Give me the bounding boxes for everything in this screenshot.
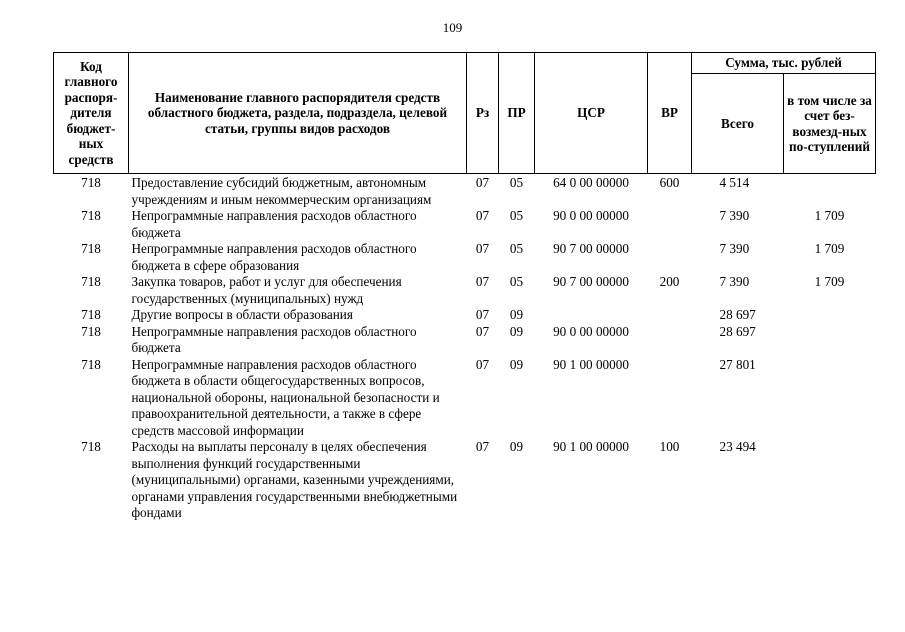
cell-code: 718 — [81, 439, 101, 454]
page-number: 109 — [442, 20, 463, 35]
cell-grant — [784, 439, 876, 522]
cell-grant: 1 709 — [814, 208, 845, 223]
table-row — [54, 439, 876, 522]
cell-name: Непрограммные направления расходов областного бюджета — [131, 208, 417, 240]
cell-rz: 07 — [475, 439, 490, 454]
cell-pr: 05 — [509, 274, 524, 289]
cell-grant: 1 709 — [814, 241, 845, 256]
cell-total: 27 801 — [719, 356, 756, 372]
cell-total: 28 697 — [719, 323, 756, 339]
cell-rz: 07 — [475, 274, 490, 289]
table-row — [54, 241, 876, 274]
cell-code: 718 — [81, 274, 101, 289]
cell-vr — [648, 307, 692, 324]
cell-total: 7 390 — [719, 208, 750, 223]
header-pr: ПР — [499, 53, 535, 174]
table-row — [54, 208, 876, 241]
header-csr: ЦСР — [535, 53, 648, 174]
cell-rz: 07 — [475, 323, 490, 339]
cell-total: 4 514 — [719, 175, 750, 190]
cell-rz: 07 — [475, 307, 490, 322]
cell-csr — [535, 307, 648, 324]
cell-grant — [784, 357, 876, 440]
cell-vr — [648, 324, 692, 357]
cell-code: 718 — [81, 241, 101, 256]
cell-rz: 07 — [475, 208, 490, 223]
cell-grant: 1 709 — [814, 274, 845, 289]
table-body — [54, 174, 876, 522]
cell-rz: 07 — [475, 175, 490, 190]
table-row — [54, 174, 876, 209]
table-row — [54, 274, 876, 307]
cell-name: Предоставление субсидий бюджетным, автономным учреждениям и иным некоммерческим организациям — [131, 175, 432, 207]
header-grant: в том числе за счет без-возмезд-ных по-ступлений — [784, 74, 876, 174]
cell-pr: 09 — [509, 307, 524, 322]
cell-vr: 200 — [659, 274, 680, 289]
cell-name: Расходы на выплаты персоналу в целях обеспечения выполнения функций государственными (муниципальными) органами, казенными учреждениями, органами управления государственными внебюджетными фондами — [131, 439, 458, 520]
cell-vr — [648, 357, 692, 440]
cell-name: Непрограммные направления расходов областного бюджета в области общегосударственных вопросов, национальной обороны, национальной безопасности и правоохранительной деятельности, а также в сфере средств массовой информации — [131, 356, 440, 438]
cell-grant — [784, 324, 876, 357]
cell-vr: 100 — [659, 439, 680, 454]
budget-table — [53, 52, 876, 522]
table-header — [54, 53, 876, 174]
cell-pr: 09 — [509, 439, 524, 454]
cell-grant — [784, 174, 876, 209]
header-rz: Рз — [467, 53, 499, 174]
cell-name: Закупка товаров, работ и услуг для обеспечения государственных (муниципальных) нужд — [131, 274, 402, 306]
cell-csr: 90 1 00 00000 — [553, 439, 629, 454]
header-vr: ВР — [648, 53, 692, 174]
cell-grant — [784, 307, 876, 324]
cell-vr — [648, 208, 692, 241]
header-sum: Сумма, тыс. рублей — [692, 53, 876, 74]
cell-total: 23 494 — [719, 439, 756, 454]
cell-vr: 600 — [659, 175, 680, 190]
cell-pr: 09 — [509, 323, 524, 339]
cell-code: 718 — [81, 356, 101, 372]
table-row — [54, 307, 876, 324]
cell-pr: 05 — [509, 208, 524, 223]
table-row — [54, 357, 876, 440]
cell-code: 718 — [81, 323, 101, 339]
cell-code: 718 — [81, 307, 101, 322]
cell-pr: 09 — [509, 356, 524, 372]
cell-csr: 90 7 00 00000 — [553, 241, 629, 256]
cell-csr: 90 7 00 00000 — [553, 274, 629, 289]
header-total: Всего — [692, 74, 784, 174]
cell-csr: 90 0 00 00000 — [553, 323, 629, 339]
cell-total: 7 390 — [719, 274, 750, 289]
cell-pr: 05 — [509, 241, 524, 256]
cell-vr — [648, 241, 692, 274]
cell-csr: 64 0 00 00000 — [553, 175, 629, 190]
table-row — [54, 324, 876, 357]
cell-total: 7 390 — [719, 241, 750, 256]
cell-rz: 07 — [475, 241, 490, 256]
cell-rz: 07 — [475, 356, 490, 372]
cell-code: 718 — [81, 175, 101, 190]
cell-csr: 90 0 00 00000 — [553, 208, 629, 223]
cell-total: 28 697 — [719, 307, 756, 322]
cell-pr: 05 — [509, 175, 524, 190]
cell-code: 718 — [81, 208, 101, 223]
cell-csr: 90 1 00 00000 — [553, 356, 629, 372]
cell-name: Непрограммные направления расходов областного бюджета в сфере образования — [131, 241, 417, 273]
cell-name: Другие вопросы в области образования — [131, 307, 353, 322]
cell-name: Непрограммные направления расходов областного бюджета — [131, 323, 417, 355]
header-name: Наименование главного распорядителя средств областного бюджета, раздела, подраздела, целевой статьи, группы видов расходов — [129, 53, 467, 174]
header-code: Код главного распоря-дителя бюджет-ных средств — [54, 53, 129, 174]
